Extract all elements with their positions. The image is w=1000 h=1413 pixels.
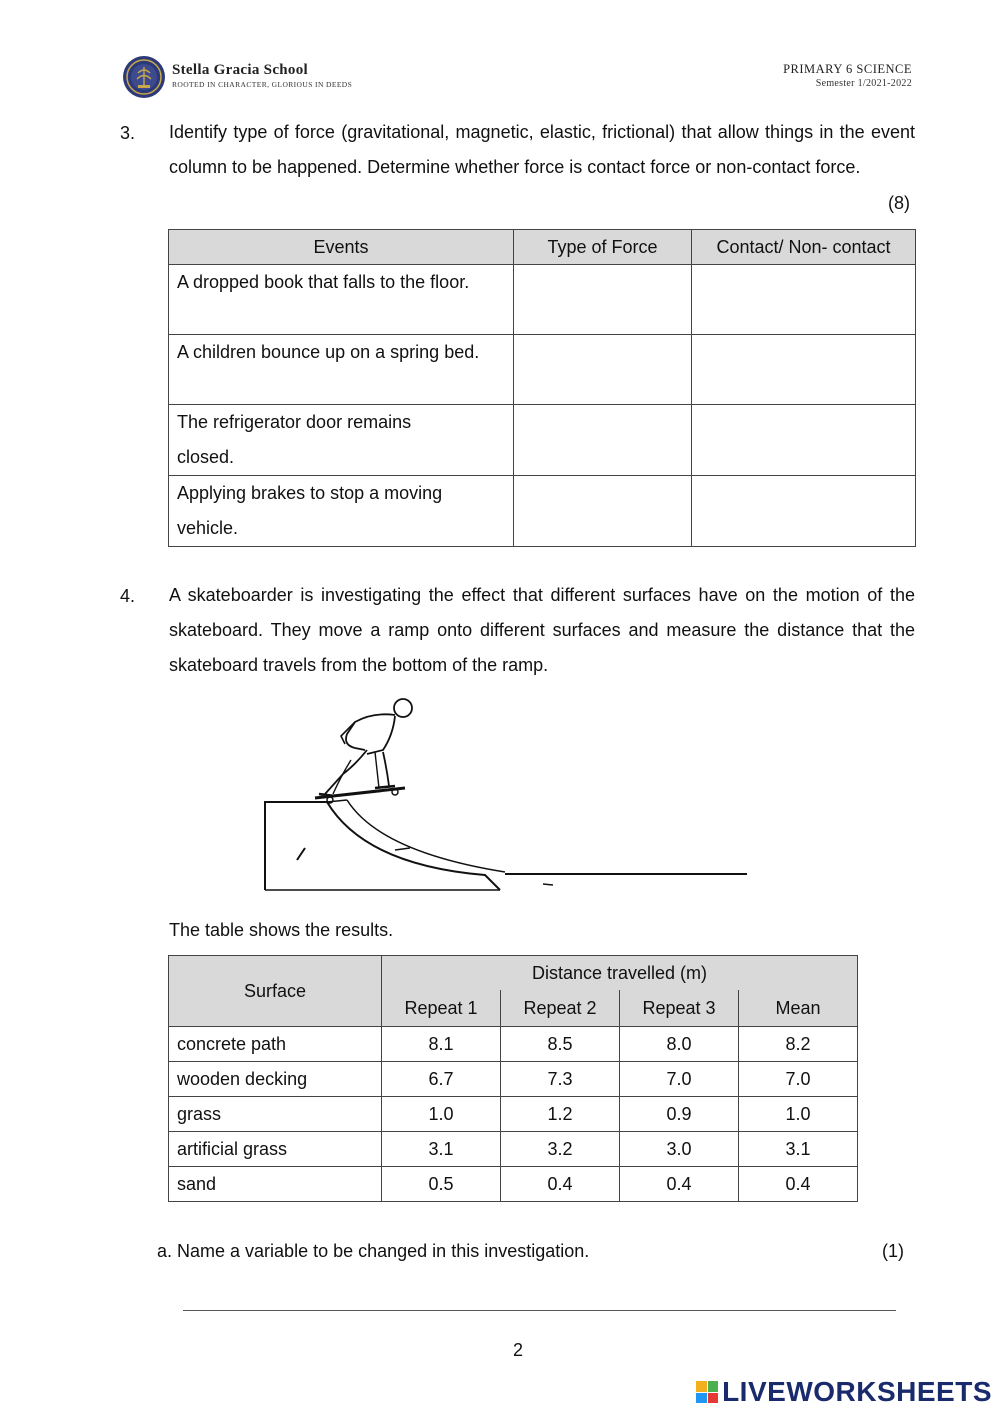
type-of-force-answer[interactable] [514,265,692,335]
contact-answer[interactable] [692,405,916,476]
event-cell: Applying brakes to stop a moving vehicle. [169,476,514,547]
col-header-distance-travelled: Distance travelled (m) [382,956,858,991]
surface-cell: grass [169,1097,382,1132]
subject-title: PRIMARY 6 SCIENCE [783,62,912,76]
value-cell: 0.9 [620,1097,739,1132]
value-cell: 7.0 [620,1062,739,1097]
col-header-repeat-3: Repeat 3 [620,990,739,1027]
table-row [169,476,916,547]
value-cell: 0.5 [382,1167,501,1202]
q3-number: 3. [120,123,136,143]
q4-number: 4. [120,586,136,606]
value-cell: 7.3 [501,1062,620,1097]
value-cell: 7.0 [739,1062,858,1097]
table-row [169,1097,858,1132]
liveworksheets-badge-icon [696,1381,718,1403]
results-table [168,955,858,1202]
value-cell: 8.1 [382,1027,501,1062]
col-header-repeat-2: Repeat 2 [501,990,620,1027]
school-name: Stella Gracia School [172,62,308,78]
table-row [169,335,916,405]
surface-cell: wooden decking [169,1062,382,1097]
event-cell: The refrigerator door remains closed. [169,405,514,476]
value-cell: 0.4 [739,1167,858,1202]
col-header-surface: Surface [169,956,382,1027]
value-cell: 0.4 [501,1167,620,1202]
value-cell: 1.0 [739,1097,858,1132]
forces-table [168,229,916,547]
contact-answer[interactable] [692,265,916,335]
value-cell: 8.0 [620,1027,739,1062]
value-cell: 6.7 [382,1062,501,1097]
col-header-type-of-force: Type of Force [514,230,692,265]
value-cell: 1.0 [382,1097,501,1132]
value-cell: 3.0 [620,1132,739,1167]
skateboarder-ramp-illustration [255,690,755,895]
col-header-contact: Contact/ Non- contact [692,230,916,265]
answer-line[interactable] [183,1310,896,1311]
value-cell: 3.1 [382,1132,501,1167]
event-cell: A children bounce up on a spring bed. [169,335,514,405]
surface-cell: concrete path [169,1027,382,1062]
value-cell: 8.5 [501,1027,620,1062]
table-row [169,1132,858,1167]
table-row [169,265,916,335]
liveworksheets-brand: LIVEWORKSHEETS [722,1376,992,1407]
q3-text-body: Identify type of force (gravitational, magnetic, elastic, frictional) that allow things in the event column to be happened. Determine whether force is contact force or non-contact force. [169,122,915,177]
school-logo [122,55,166,99]
value-cell: 8.2 [739,1027,858,1062]
table-row [169,1027,858,1062]
q3-marks: (8) [888,193,910,213]
value-cell: 1.2 [501,1097,620,1132]
value-cell: 0.4 [620,1167,739,1202]
liveworksheets-logo [696,1376,992,1408]
col-header-events: Events [169,230,514,265]
semester-label: Semester 1/2021-2022 [815,78,912,89]
col-header-repeat-1: Repeat 1 [382,990,501,1027]
q4a-text: a. Name a variable to be changed in this investigation. [157,1241,590,1261]
q3-text [169,115,915,185]
value-cell: 3.1 [739,1132,858,1167]
q4-text: A skateboarder is investigating the effect that different surfaces have on the motion of the skateboard. They move a ramp onto different surfaces and measure the distance that the skateboard travels from the bottom of the ramp. [169,585,915,675]
type-of-force-answer[interactable] [514,476,692,547]
type-of-force-answer[interactable] [514,335,692,405]
page-number: 2 [512,1340,523,1360]
col-header-mean: Mean [739,990,858,1027]
value-cell: 3.2 [501,1132,620,1167]
surface-cell: artificial grass [169,1132,382,1167]
q4a-marks: (1) [882,1241,904,1261]
table-row [169,1167,858,1202]
surface-cell: sand [169,1167,382,1202]
table-row [169,405,916,476]
type-of-force-answer[interactable] [514,405,692,476]
contact-answer[interactable] [692,476,916,547]
results-intro: The table shows the results. [169,920,394,940]
event-cell: A dropped book that falls to the floor. [169,265,514,335]
contact-answer[interactable] [692,335,916,405]
school-tagline: ROOTED IN CHARACTER, GLORIOUS IN DEEDS [172,80,353,89]
table-row [169,1062,858,1097]
